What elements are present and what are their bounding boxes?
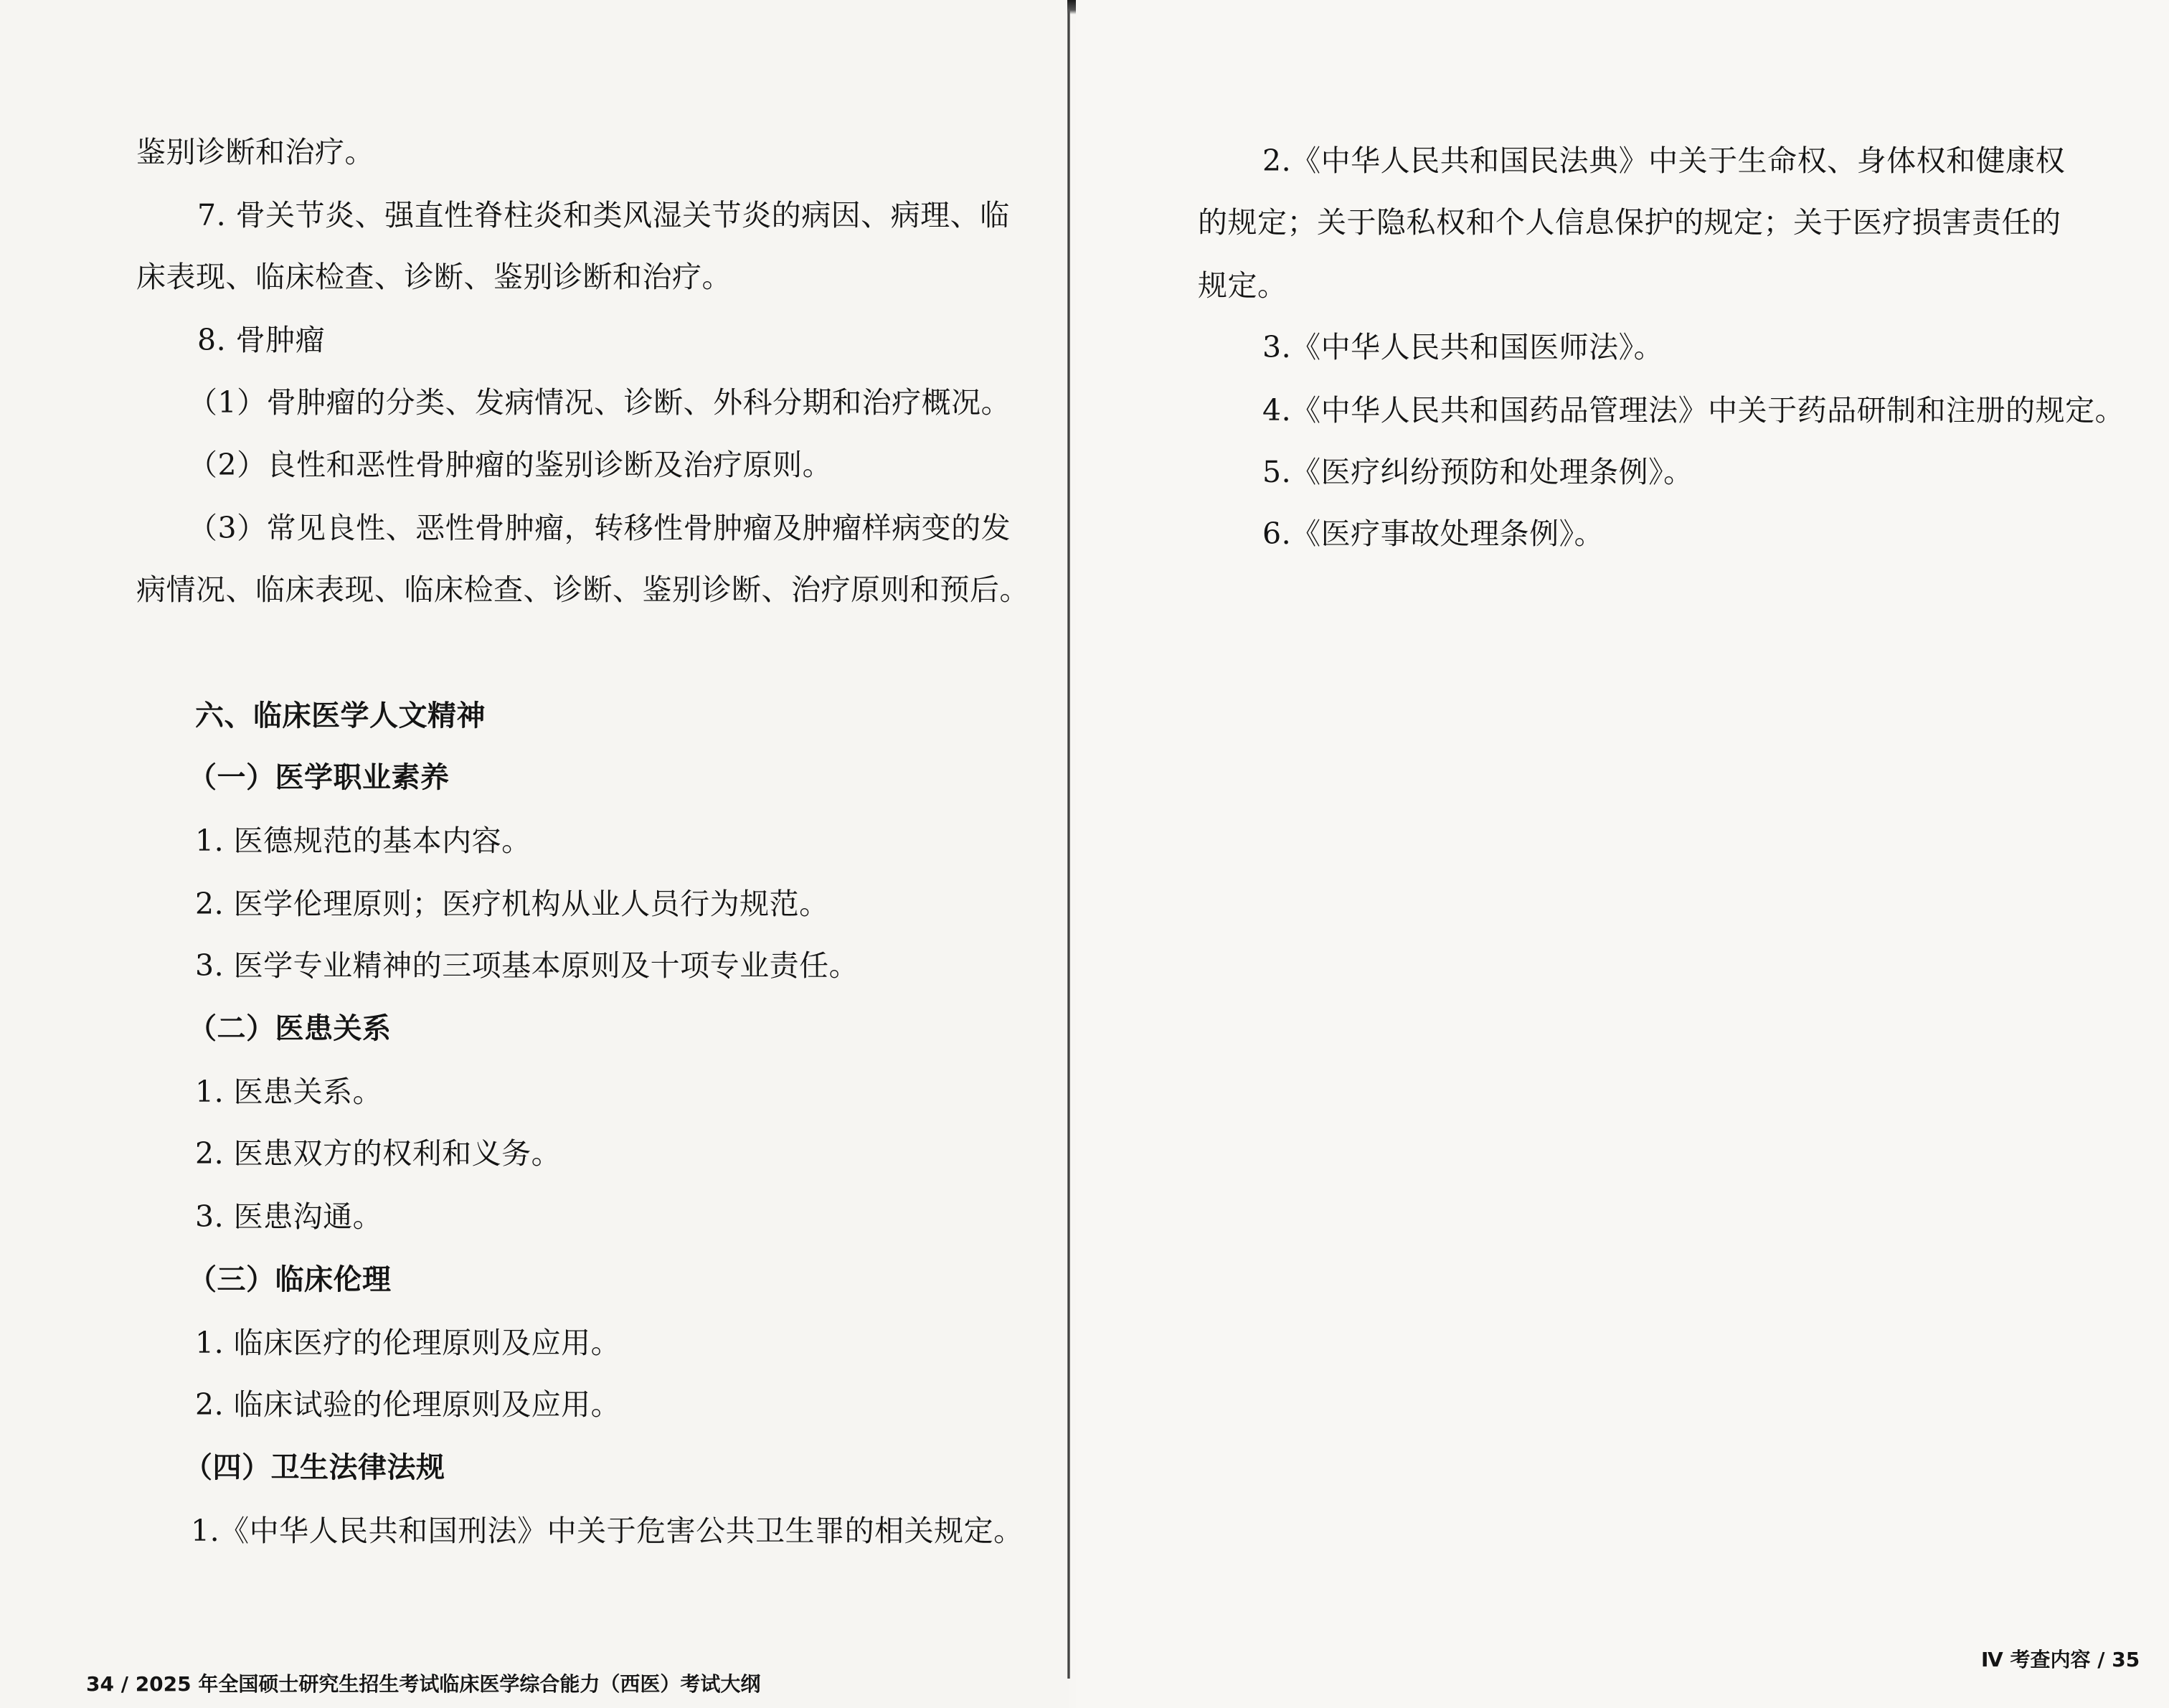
list-item: 1. 临床医疗的伦理原则及应用。 bbox=[195, 1326, 621, 1360]
left-page bbox=[0, 0, 1069, 1708]
list-item: 1. 医患关系。 bbox=[195, 1075, 383, 1109]
book-spine bbox=[1067, 0, 1070, 1679]
text-line: 3.《中华人民共和国医师法》。 bbox=[1262, 330, 1664, 364]
text-line: 的规定；关于隐私权和个人信息保护的规定；关于医疗损害责任的 bbox=[1198, 205, 2061, 240]
text-line: 8. 骨肿瘤 bbox=[197, 323, 326, 357]
list-item: 3. 医患沟通。 bbox=[195, 1199, 383, 1234]
page-footer: 34 / 2025 年全国硕士研究生招生考试临床医学综合能力（西医）考试大纲 bbox=[86, 1672, 761, 1696]
list-item: 2. 医学伦理原则；医疗机构从业人员行为规范。 bbox=[195, 887, 829, 921]
text-line: 规定。 bbox=[1198, 268, 1287, 303]
text-line: （2）良性和恶性骨肿瘤的鉴别诊断及治疗原则。 bbox=[188, 448, 833, 482]
text-line: 鉴别诊断和治疗。 bbox=[136, 135, 374, 169]
list-item: 3. 医学专业精神的三项基本原则及十项专业责任。 bbox=[195, 948, 859, 983]
right-page bbox=[1076, 0, 2169, 1708]
text-line: （1）骨肿瘤的分类、发病情况、诊断、外科分期和治疗概况。 bbox=[188, 385, 1011, 420]
subsection-title: （四）卫生法律法规 bbox=[184, 1451, 445, 1484]
subsection-title: （三）临床伦理 bbox=[188, 1263, 392, 1296]
subsection-title: （二）医患关系 bbox=[188, 1012, 392, 1045]
page-footer: Ⅳ 考查内容 / 35 bbox=[1981, 1648, 2140, 1671]
text-line: 4.《中华人民共和国药品管理法》中关于药品研制和注册的规定。 bbox=[1262, 393, 2125, 428]
list-item: 1. 医德规范的基本内容。 bbox=[195, 824, 531, 858]
text-line: 床表现、临床检查、诊断、鉴别诊断和治疗。 bbox=[136, 260, 732, 294]
section-title: 六、临床医学人文精神 bbox=[195, 699, 486, 732]
text-line: 6.《医疗事故处理条例》。 bbox=[1262, 516, 1605, 551]
text-line: 2.《中华人民共和国民法典》中关于生命权、身体权和健康权 bbox=[1262, 143, 2066, 178]
text-line: 7. 骨关节炎、强直性脊柱炎和类风湿关节炎的病因、病理、临 bbox=[197, 198, 1010, 232]
subsection-title: （一）医学职业素养 bbox=[188, 761, 450, 794]
list-item: 1.《中华人民共和国刑法》中关于危害公共卫生罪的相关规定。 bbox=[191, 1514, 1024, 1548]
text-line: 病情况、临床表现、临床检查、诊断、鉴别诊断、治疗原则和预后。 bbox=[136, 572, 1029, 607]
list-item: 2. 临床试验的伦理原则及应用。 bbox=[195, 1387, 621, 1422]
text-line: （3）常见良性、恶性骨肿瘤，转移性骨肿瘤及肿瘤样病变的发 bbox=[188, 511, 1011, 545]
text-line: 5.《医疗纠纷预防和处理条例》。 bbox=[1262, 455, 1693, 489]
list-item: 2. 医患双方的权利和义务。 bbox=[195, 1136, 562, 1171]
